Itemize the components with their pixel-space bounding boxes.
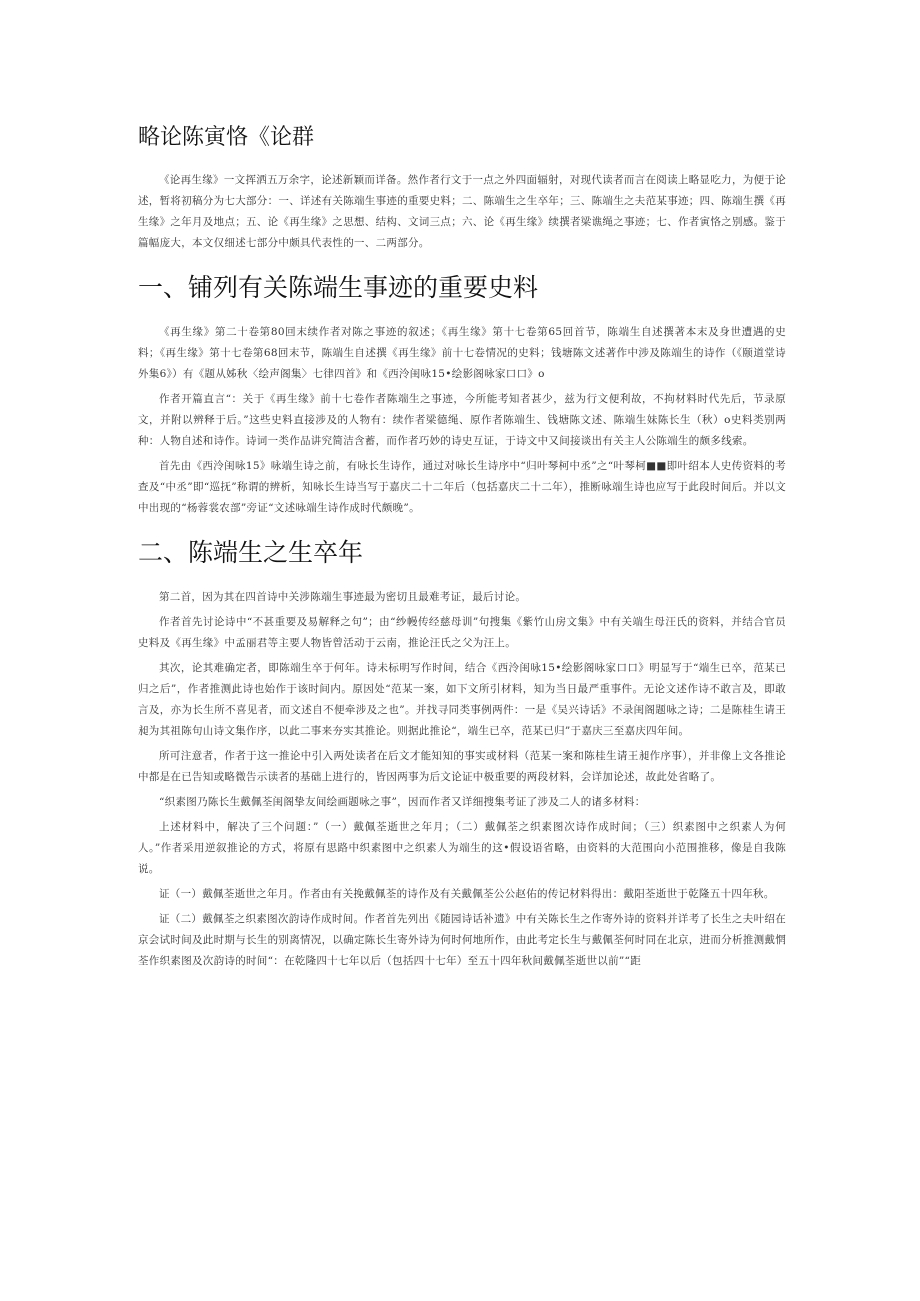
paragraph: 作者首先讨论诗中“不甚重要及易解释之句”；由“纱幔传经慈母训”句搜集《紫竹山房文集》中有关端生母汪氏的资料，并结合官员史料及《再生缘》中孟丽君等主要人物皆曾活动于云南，推论汪氏之父为汪上。 <box>138 616 786 649</box>
intro-paragraph: 《论再生缘》一文挥洒五万余字，论述新颖而详备。然作者行文于一点之外四面辐射，对现代读者而言在阅读上略显吃力，为便于论述，暂将初稿分为七大部分：一、详述有关陈端生事迹的重要史料；二、陈端生之生卒年；三、陈端生之夫范某事迹；四、陈端生撰《再生缘》之年月及地点；五、论《再生缘》之思想、结构、文词三点；六、论《再生缘》续撰者梁谯绳之事迹；七、作者寅恪之别感。鉴于篇幅庞大，本文仅细述七部分中颇具代表性的一、二两部分。 <box>138 174 786 249</box>
paragraph: 其次，论其难确定者，即陈端生卒于何年。诗未标明写作时间，结合《西泠闺咏15•绘影阁咏家口口》明显写于“端生已卒，范某已归之后”，作者推测此诗也始作于该时间内。原因处“范某一案，如下文所引材料，知为当日最严重事件。无论文述作诗不敢言及，即敢言及，亦为长生所不喜见者，而文述自不便牵涉及之也”。并找寻同类事例两件：一是《吴兴诗话》不录闺阁题咏之诗；二是陈桂生请王昶为其祖陈句山诗文集作序，以此二事来夯实其推论。则据此推论“，端生已卒，范某已归”于嘉庆三至嘉庆四年间。 <box>138 662 786 737</box>
paragraph: 所可注意者，作者于这一推论中引入两处读者在后文才能知知的事实或材料（范某一案和陈桂生请王昶作序事），并非像上文各推论中都是在已告知或略微告示读者的基础上进行的，皆因两事为后文论证中极重要的两段材料，会详加论述，故此处省略了。 <box>138 750 786 783</box>
paragraph: 证（一）戴佩荃逝世之年月。作者由有关挽戴佩荃的诗作及有关戴佩荃公公赵佑的传记材料得出：戴阳荃逝世于乾隆五十四年秋。 <box>159 888 775 900</box>
paragraph: 证（二）戴佩荃之织素图次韵诗作成时间。作者首先列出《随园诗话补遗》中有关陈长生之作寄外诗的资料并详考了长生之夫叶绍在京会试时间及此时期与长生的别离情况，以确定陈长生寄外诗为何时何地所作，由此考定长生与戴佩荃何时同在北京，进而分析推测戴惘荃作织素图及次韵诗的时间“：在乾隆四十七年以后（包括四十七年）至五十四年秋间戴佩荃逝世以前”“距 <box>138 913 786 967</box>
paragraph: 首先由《西泠闺咏15》咏端生诗之前，有咏长生诗作，通过对咏长生诗序中“归叶琴柯中丞”之“叶琴柯■■即叶绍本人史传资料的考查及“中丞”即“巡抚”称谓的辨析，知咏长生诗当写于嘉庆二十二年后（包括嘉庆二十二年），推断咏端生诗也应写于此段时间后。并以文中出现的“杨蓉裳农部”旁证“文述咏端生诗作成时代颇晚”。 <box>138 460 786 514</box>
paragraph: “织素图乃陈长生戴佩荃闺阁挚友间绘画题咏之事”，因而作者又详细搜集考证了涉及二人的诸多材料： <box>159 796 646 808</box>
document-page <box>138 118 786 976</box>
paragraph: 上述材料中，解决了三个问题：”（一）戴佩荃逝世之年月；（二）戴佩荃之织素图次诗作成时间；（三）织素图中之织素人为何人。”作者采用逆叙推论的方式，将原有思路中织素图中之织素人为端生的这•假设语省略，由资料的大范围向小范围推移，像是自我陈说。 <box>138 821 786 875</box>
paragraph: 第二首，因为其在四首诗中关涉陈端生事迹最为密切且最难考证，最后讨论。 <box>159 591 527 603</box>
section-heading: 二、陈端生之生卒年 <box>138 538 364 567</box>
section-1 <box>138 266 786 519</box>
section-heading: 一、铺列有关陈端生事迹的重要史料 <box>138 273 539 302</box>
section-2 <box>138 531 786 972</box>
paragraph: 作者开篇直言“：关于《再生缘》前十七卷作者陈端生之事迹，今所能考知者甚少，兹为行文便利故，不拘材料时代先后，节录原文，并附以辨释于后。”这些史料直接涉及的人物有：续作者梁德绳、原作者陈端生、钱塘陈文述、陈端生妹陈长生（秋）o史料类别两种：人物自述和诗作。诗词一类作品讲究简洁含蓄，而作者巧妙的诗史互证，于诗文中又间接谈出有关主人公陈端生的颇多线索。 <box>138 393 786 447</box>
paragraph: 《再生缘》第二十卷第80回末续作者对陈之事迹的叙述；《再生缘》第十七卷第65回首节，陈端生自述撰著本末及身世遭遇的史料；《再生缘》第十七卷第68回末节，陈端生自述撰《再生缘》前十七卷情况的史料；钱塘陈文述著作中涉及陈端生的诗作（《颐道堂诗外集6》）有《题从姊秋〈绘声阁集〉七律四首》和《西泠闺咏15•绘影阁咏家口口》o <box>138 326 786 380</box>
document-title: 略论陈寅恪《论群 <box>138 125 315 150</box>
